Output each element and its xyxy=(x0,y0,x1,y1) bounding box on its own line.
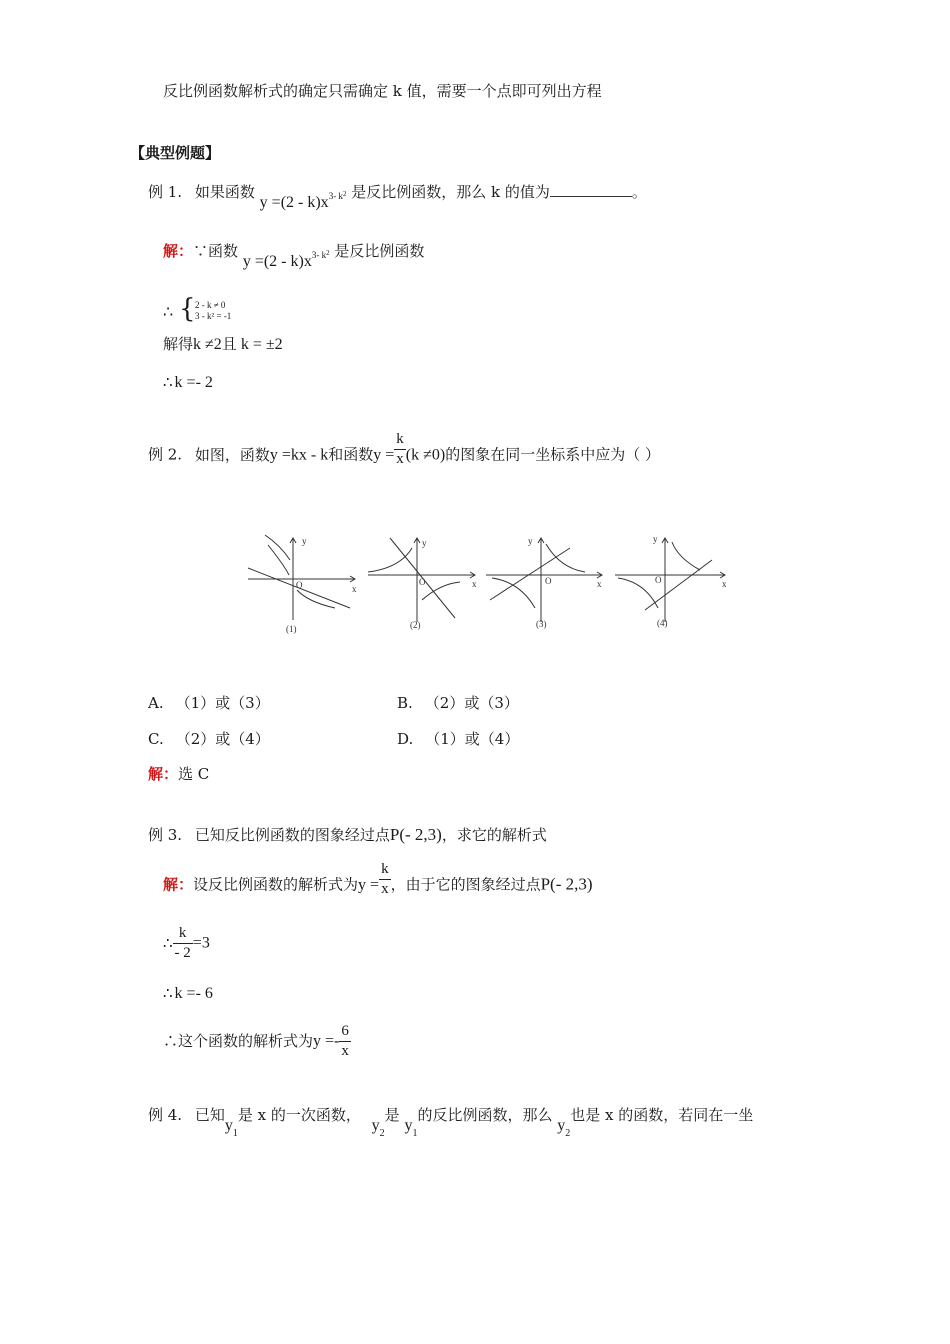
example-2-question: 例 2. 如图，函数y =kx - k和函数y = $\frac{k}{x}$ (k ≠0)的图象在同一坐标系中应为（ ） xyxy=(148,431,661,467)
axis-x-label: x xyxy=(352,584,357,594)
formula: $y =(2 - k)x^{3- k^2}$ xyxy=(259,190,347,211)
step-1: ∴ $\frac{k}{- 2}$ =3 xyxy=(163,925,210,961)
option-c: C. （2）或（4） xyxy=(148,730,270,748)
solve-line: 解得k ≠2且 k = ±2 xyxy=(163,335,283,353)
question-text: 是反比例函数，那么 k 的值为 xyxy=(351,183,550,201)
result-line: ∴ k =- 2 xyxy=(163,373,213,391)
svg-text:O: O xyxy=(419,577,426,587)
origin-label: O xyxy=(296,580,303,590)
example-4-question: 例 4. 已知$y_1$是 x 的一次函数， $y_2$是 $y_1$的反比例函数，那么 $y_2$也是 x 的函数，若同在一坐 xyxy=(148,1106,754,1139)
example-label: 例 1. xyxy=(148,183,183,201)
graph-1 xyxy=(248,535,355,620)
formula: $y =(2 - k)x^{3- k^2}$ xyxy=(242,249,330,270)
option-a: A. （1）或（3） xyxy=(148,694,270,712)
equation-system: ∴ { 2 - k ≠ 0 3 - k² = -1 xyxy=(163,294,232,324)
graph-label-4: (4) xyxy=(657,618,668,628)
answer-blank xyxy=(550,184,632,197)
svg-text:x: x xyxy=(472,579,477,589)
section-title: 【典型例题】 xyxy=(130,144,221,162)
question-text: 如果函数 xyxy=(194,183,255,201)
graph-4 xyxy=(615,538,725,622)
example-1-question: 例 1. 如果函数 $y =(2 - k)x^{3- k^2}$ 是反比例函数，那么 k 的值为 。 xyxy=(148,183,647,211)
example-1-solution-line: 解：∵函数 $y =(2 - k)x^{3- k^2}$ 是反比例函数 xyxy=(163,242,425,270)
brace-icon: { xyxy=(179,294,196,324)
graph-3 xyxy=(486,538,602,622)
graph-label-3: (3) xyxy=(536,619,547,629)
example-3-question: 例 3. 已知反比例函数的图象经过点P(- 2,3)，求它的解析式 xyxy=(148,825,547,844)
step-2: ∴ k =- 6 xyxy=(163,984,213,1002)
svg-text:y: y xyxy=(422,538,427,548)
option-d: D. （1）或（4） xyxy=(397,730,520,748)
svg-text:y: y xyxy=(528,536,533,546)
svg-text:O: O xyxy=(545,576,552,586)
svg-text:x: x xyxy=(722,579,727,589)
example-3-solution-line: 解：设反比例函数的解析式为y = $\frac{k}{x}$ ，由于它的图象经过点P(- 2,3) xyxy=(163,861,593,897)
svg-text:O: O xyxy=(655,575,662,585)
step-3: ∴这个函数的解析式为y =- $\frac{6}{x}$ xyxy=(163,1023,349,1059)
fraction: $\frac{k}{x}$ xyxy=(396,431,404,467)
intro-text: 反比例函数解析式的确定只需确定 k 值，需要一个点即可列出方程 xyxy=(163,82,602,100)
axis-y-label: y xyxy=(302,536,307,546)
solution-label: 解： xyxy=(163,242,194,260)
example-2-solution: 解：选 C xyxy=(148,765,210,783)
svg-text:y: y xyxy=(653,534,658,544)
option-b: B. （2）或（3） xyxy=(397,694,519,712)
graph-label-2: (2) xyxy=(410,620,421,630)
svg-text:x: x xyxy=(597,579,602,589)
graph-figures xyxy=(240,530,740,640)
graph-label-1: (1) xyxy=(286,624,297,634)
